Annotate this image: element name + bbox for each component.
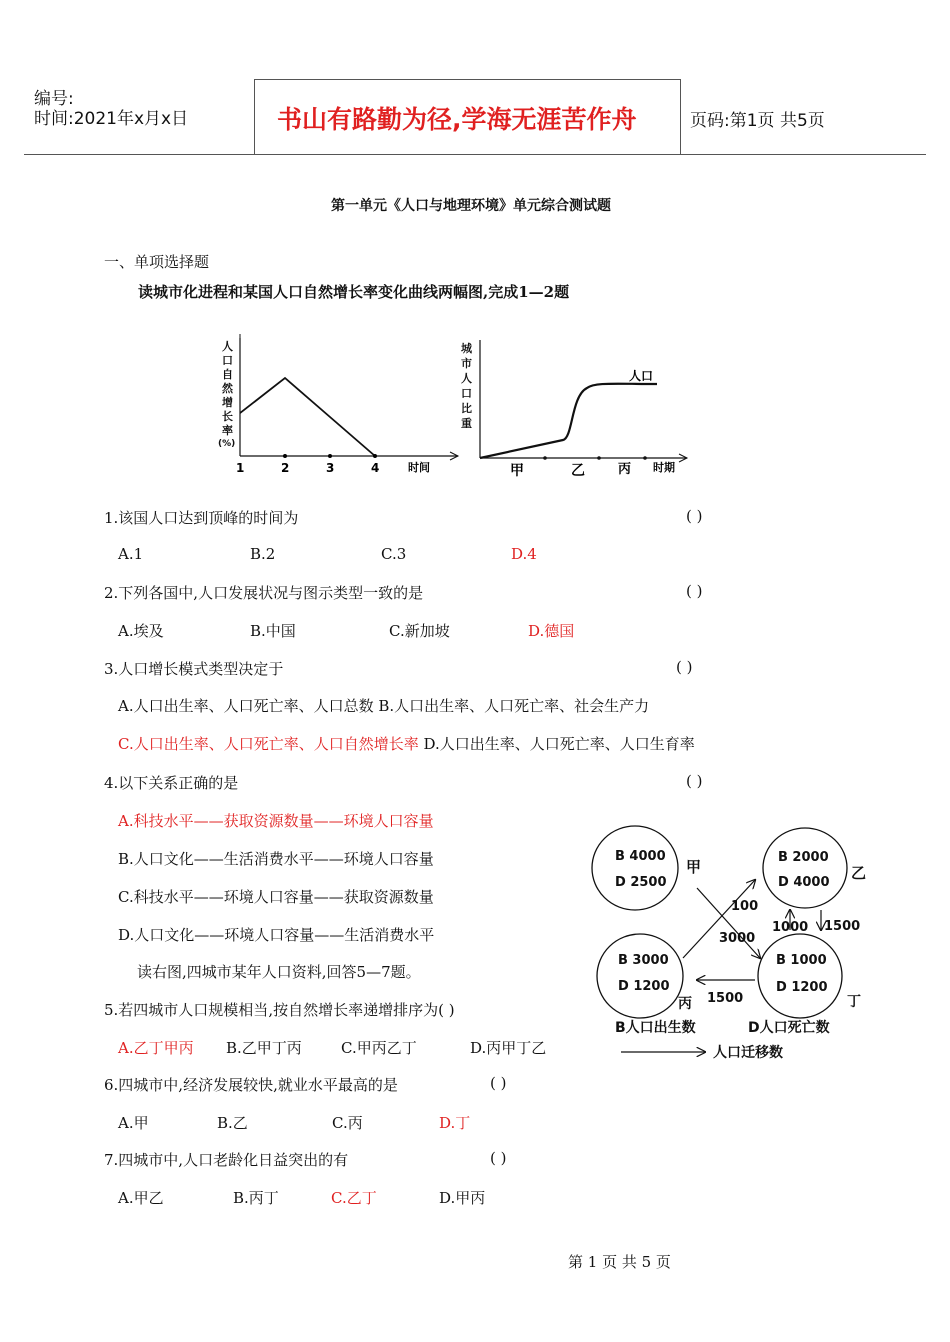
option: C.3 (381, 545, 407, 563)
question-2-stem: 2.下列各国中,人口发展状况与图示类型一致的是 (104, 584, 424, 602)
x-tick (328, 454, 332, 458)
city-death: D 1200 (776, 980, 828, 995)
x-axis-label: 时期 (653, 461, 675, 474)
header-top-rule (254, 79, 680, 80)
urbanization-chart (455, 336, 695, 484)
city-population-diagram (585, 818, 885, 1068)
flow-value: 1500 (824, 919, 861, 934)
city-name: 甲 (686, 858, 702, 876)
x-tick (643, 456, 647, 460)
x-tick (373, 454, 377, 458)
option-answer: D.4 (511, 545, 537, 563)
option-line: A.人口出生率、人口死亡率、人口总数 B.人口出生率、人口死亡率、社会生产力 (118, 697, 650, 715)
y-label-char: 率 (222, 424, 233, 437)
option: D.丙甲丁乙 (470, 1039, 547, 1057)
option: D.人口文化——环境人口容量——生活消费水平 (118, 926, 435, 944)
option: B.丙丁 (233, 1189, 279, 1207)
y-label-char: 口 (222, 354, 233, 367)
y-label-char: 自 (222, 368, 233, 381)
page-title: 第一单元《人口与地理环境》单元综合测试题 (331, 198, 611, 214)
city-circle-bing (597, 934, 683, 1018)
section-heading: 一、单项选择题 (104, 253, 210, 271)
y-label-unit: (%) (218, 439, 236, 449)
option: A.埃及 (118, 622, 164, 640)
page-footer: 第 1 页 共 5 页 (568, 1253, 671, 1271)
y-label-char: 人 (222, 340, 233, 353)
legend-migration: 人口迁移数 (713, 1045, 783, 1061)
x-tick-label: 乙 (571, 463, 585, 479)
legend-death: D人口死亡数 (748, 1020, 830, 1036)
city-circle-jia (592, 826, 678, 910)
question-7-paren: ( ) (490, 1149, 507, 1167)
question-6-paren: ( ) (490, 1074, 507, 1092)
question-4-paren: ( ) (686, 772, 703, 790)
option-answer: D.德国 (528, 622, 575, 640)
growth-rate-chart (210, 330, 470, 480)
option: B.乙甲丁丙 (226, 1039, 302, 1057)
option: B.人口文化——生活消费水平——环境人口容量 (118, 850, 434, 868)
option-answer: C.人口出生率、人口死亡率、人口自然增长率 (118, 735, 419, 753)
y-label-char: 增 (222, 396, 233, 409)
option: A.甲 (118, 1114, 149, 1132)
y-label-char: 市 (461, 357, 472, 370)
option-answer: A.乙丁甲丙 (118, 1039, 194, 1057)
city-birth: B 3000 (618, 953, 669, 968)
option: C.科技水平——环境人口容量——获取资源数量 (118, 888, 434, 906)
flow-value: 3000 (719, 931, 756, 946)
city-death: D 1200 (618, 979, 670, 994)
option-answer: C.乙丁 (331, 1189, 377, 1207)
x-tick (597, 456, 601, 460)
legend-birth: B人口出生数 (615, 1020, 696, 1036)
question-3-stem: 3.人口增长模式类型决定于 (104, 660, 284, 678)
flow-value: 1000 (772, 920, 809, 935)
question-1-paren: ( ) (686, 507, 703, 525)
header-bottom-rule (24, 154, 926, 155)
header-divider-right (680, 79, 681, 155)
x-tick (543, 456, 547, 460)
number-label: 编号: (34, 89, 74, 109)
x-tick-label: 1 (236, 461, 245, 475)
question-4-stem: 4.以下关系正确的是 (104, 774, 239, 792)
option: C.新加坡 (389, 622, 450, 640)
question-2-paren: ( ) (686, 582, 703, 600)
header-divider-left (254, 79, 255, 155)
option-answer: A.科技水平——获取资源数量——环境人口容量 (118, 812, 434, 830)
city-name: 丁 (847, 994, 861, 1010)
option: B.乙 (217, 1114, 248, 1132)
option-answer: D.丁 (439, 1114, 471, 1132)
curve-label: 人口 (629, 369, 654, 383)
city-birth: B 2000 (778, 850, 829, 865)
y-label-char: 比 (461, 402, 472, 415)
urban-share-curve (480, 384, 657, 458)
city-name: 丙 (678, 996, 692, 1012)
x-tick-label: 3 (326, 461, 335, 475)
y-label-char: 城 (461, 342, 472, 355)
city-death: D 2500 (615, 875, 667, 890)
x-tick (283, 454, 287, 458)
flow-value: 1500 (707, 991, 744, 1006)
y-label-char: 然 (222, 382, 233, 395)
y-label-char: 重 (461, 417, 472, 430)
x-tick-label: 4 (371, 461, 380, 475)
city-circle-ding (758, 934, 842, 1018)
question-3-paren: ( ) (676, 658, 693, 676)
city-circle-yi (763, 828, 847, 908)
x-tick-label: 2 (281, 461, 290, 475)
growth-series-line (240, 378, 375, 456)
option: A.甲乙 (118, 1189, 164, 1207)
city-birth: B 4000 (615, 849, 666, 864)
motto: 书山有路勤为径,学海无涯苦作舟 (277, 105, 637, 134)
question-5-stem: 5.若四城市人口规模相当,按自然增长率递增排序为( ) (104, 1001, 455, 1019)
flow-value: 100 (731, 899, 759, 914)
question-intro-1-2: 读城市化进程和某国人口自然增长率变化曲线两幅图,完成1—2题 (138, 283, 570, 301)
option: A.1 (118, 545, 144, 563)
question-1-stem: 1.该国人口达到顶峰的时间为 (104, 509, 299, 527)
option: D.人口出生率、人口死亡率、人口生育率 (418, 735, 695, 753)
option: B.中国 (250, 622, 296, 640)
y-label-char: 人 (461, 372, 472, 385)
y-label-char: 长 (222, 410, 233, 423)
x-axis-label: 时间 (408, 461, 430, 474)
flow-arrow-bing-yi (683, 880, 755, 958)
city-death: D 4000 (778, 875, 830, 890)
option: C.丙 (332, 1114, 363, 1132)
question-6-stem: 6.四城市中,经济发展较快,就业水平最高的是 (104, 1076, 398, 1094)
page-label: 页码:第1页 共5页 (690, 111, 825, 131)
city-name: 乙 (851, 864, 867, 882)
time-label: 时间:2021年x月x日 (34, 109, 189, 129)
option: C.甲丙乙丁 (341, 1039, 417, 1057)
city-birth: B 1000 (776, 953, 827, 968)
x-tick-label: 丙 (618, 462, 632, 477)
option-line (118, 733, 695, 754)
option: B.2 (250, 545, 276, 563)
question-7-stem: 7.四城市中,人口老龄化日益突出的有 (104, 1151, 349, 1169)
y-label-char: 口 (461, 387, 472, 400)
option: D.甲丙 (439, 1189, 486, 1207)
question-intro-5-7: 读右图,四城市某年人口资料,回答5—7题。 (137, 963, 421, 981)
x-tick-label: 甲 (510, 463, 524, 479)
